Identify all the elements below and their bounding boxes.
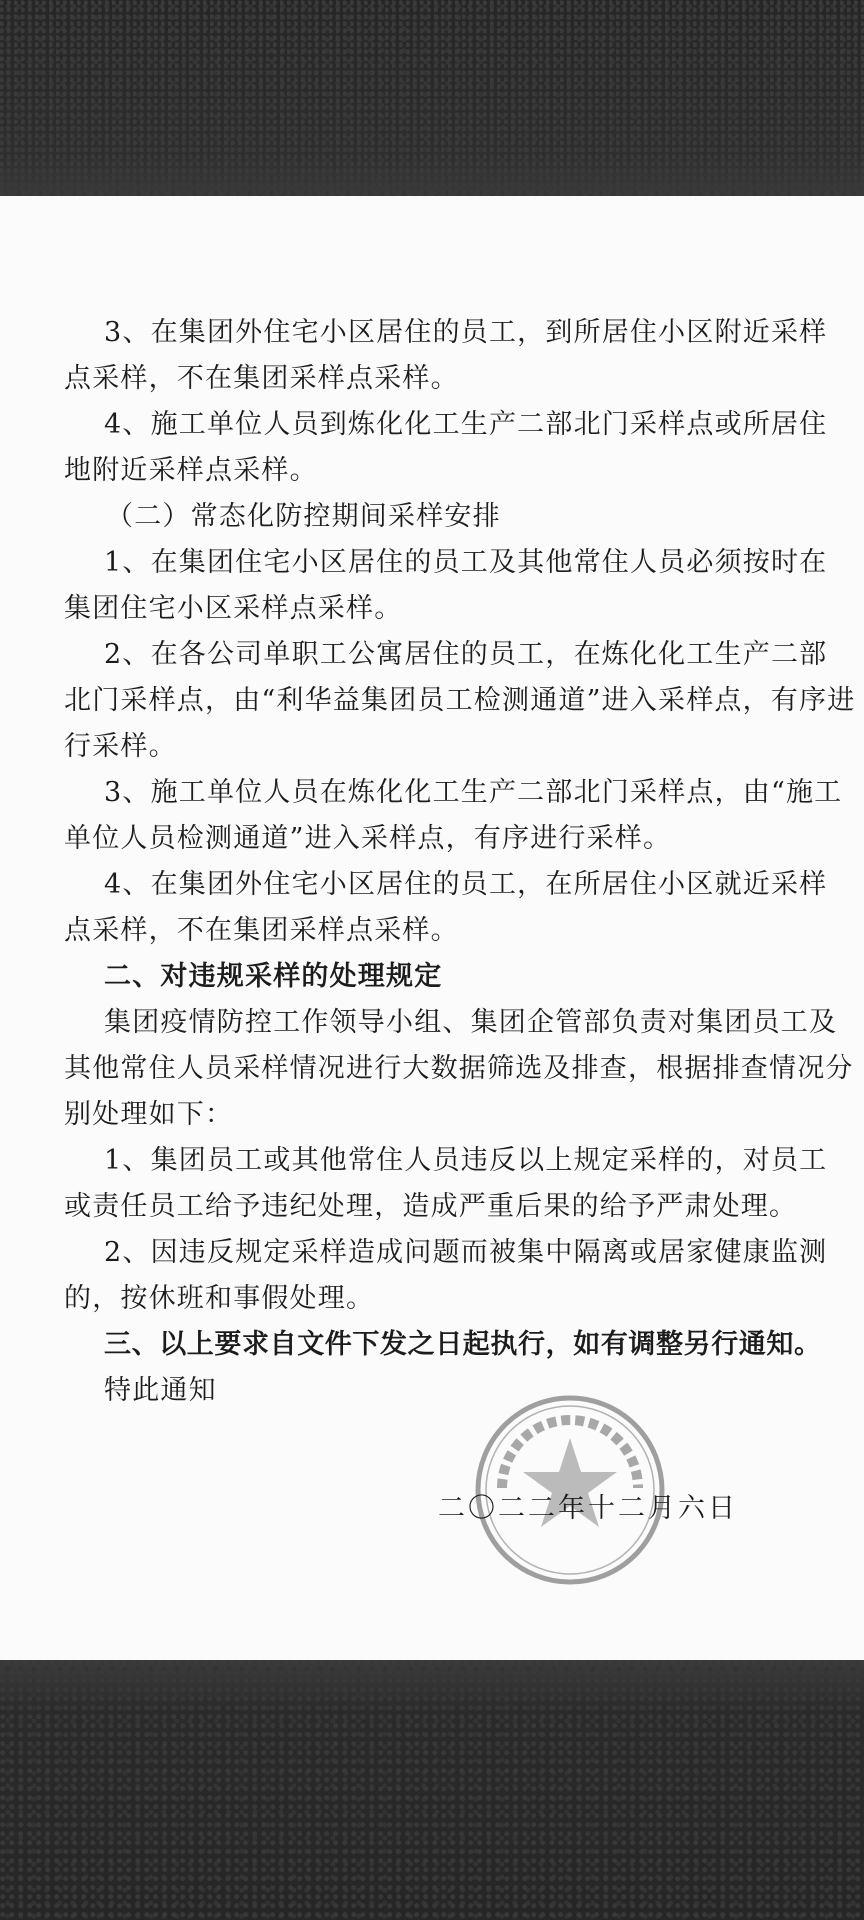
text-line: 北门采样点，由“利华益集团员工检测通道”进入采样点，有序进	[64, 685, 856, 716]
text-line: 3、施工单位人员在炼化化工生产二部北门采样点，由“施工	[104, 777, 843, 808]
text-line: 行采样。	[64, 731, 177, 762]
text-line: 1、集团员工或其他常住人员违反以上规定采样的，对员工	[104, 1145, 828, 1176]
text-line: 1、在集团住宅小区居住的员工及其他常住人员必须按时在	[104, 547, 828, 578]
section-heading: 三、以上要求自文件下发之日起执行，如有调整另行通知。	[104, 1329, 822, 1360]
text-line: 点采样，不在集团采样点采样。	[64, 915, 459, 946]
text-line: 其他常住人员采样情况进行大数据筛选及排查，根据排查情况分	[64, 1053, 854, 1084]
text-line: 点采样，不在集团采样点采样。	[64, 363, 459, 394]
section-heading: 二、对违规采样的处理规定	[104, 961, 443, 992]
text-line: 3、在集团外住宅小区居住的员工，到所居住小区附近采样	[104, 317, 828, 348]
closing-text: 特此通知	[104, 1375, 217, 1406]
text-line: 或责任员工给予违纪处理，造成严重后果的给予严肃处理。	[64, 1191, 798, 1222]
text-line: 2、在各公司单职工公寓居住的员工，在炼化化工生产二部	[104, 639, 828, 670]
document-date: 二〇二二年十二月六日	[438, 1493, 738, 1524]
document-page	[0, 196, 864, 1660]
text-line: 4、在集团外住宅小区居住的员工，在所居住小区就近采样	[104, 869, 828, 900]
text-line: 4、施工单位人员到炼化化工生产二部北门采样点或所居住	[104, 409, 828, 440]
text-line: 2、因违反规定采样造成问题而被集中隔离或居家健康监测	[104, 1237, 828, 1268]
text-line: 的，按休班和事假处理。	[64, 1283, 375, 1314]
dark-background-bottom	[0, 1660, 864, 1920]
text-line: 别处理如下：	[64, 1099, 234, 1130]
text-line: 集团住宅小区采样点采样。	[64, 593, 403, 624]
text-line: 地附近采样点采样。	[64, 455, 318, 486]
text-line: 单位人员检测通道”进入采样点，有序进行采样。	[64, 823, 672, 854]
section-subheading: （二）常态化防控期间采样安排	[106, 501, 501, 532]
dark-background-top	[0, 0, 864, 196]
text-line: 集团疫情防控工作领导小组、集团企管部负责对集团员工及	[104, 1007, 838, 1038]
